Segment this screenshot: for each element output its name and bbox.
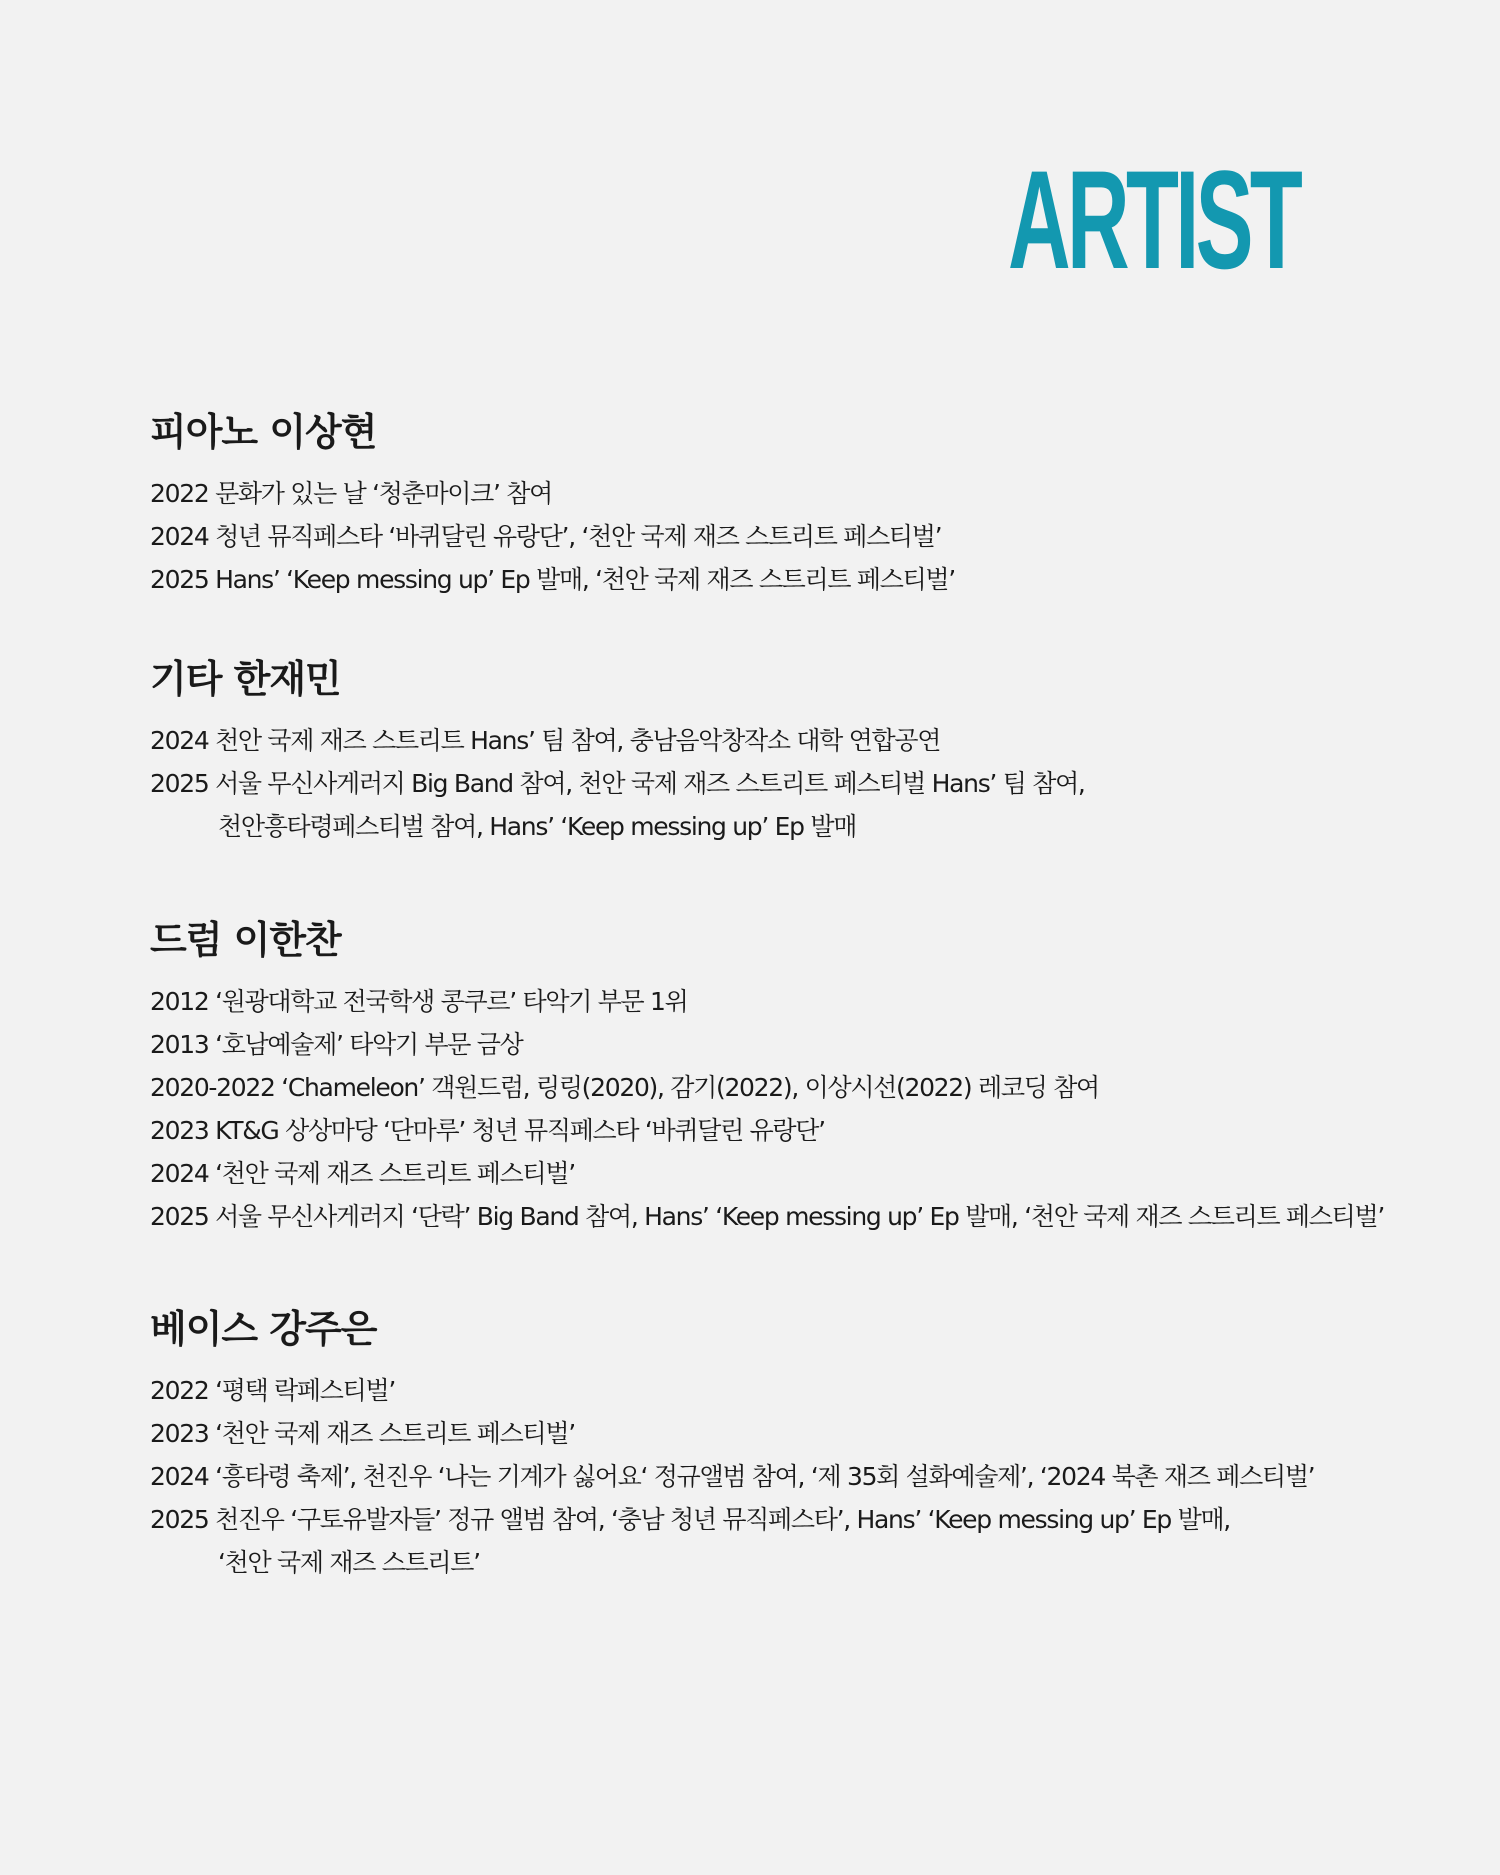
career-entry-text: 2023 KT&G 상상마당 ‘단마루’ 청년 뮤직페스타 ‘바퀴달린 유랑단’ — [150, 1116, 825, 1145]
career-entry — [150, 1455, 1450, 1498]
career-entry-text: 2022 문화가 있는 날 ‘청춘마이크’ 참여 — [150, 479, 553, 508]
career-entry-text: 2024 ‘천안 국제 재즈 스트리트 페스티벌’ — [150, 1159, 575, 1188]
career-entry-text: 2024 ‘흥타령 축제’, 천진우 ‘나는 기계가 싫어요‘ 정규앨범 참여, ‘제 35회 설화예술제’, ‘2024 북촌 재즈 페스티벌’ — [150, 1462, 1315, 1491]
career-entry — [150, 980, 1450, 1023]
career-entry — [150, 1109, 1450, 1152]
career-entry — [150, 1066, 1450, 1109]
career-entry — [150, 515, 1450, 558]
career-entry-text: 2023 ‘천안 국제 재즈 스트리트 페스티벌’ — [150, 1419, 575, 1448]
career-entry-continuation: ‘천안 국제 재즈 스트리트’ — [218, 1548, 480, 1577]
page-title: ARTIST — [1008, 141, 1300, 298]
artist-heading: 피아노 이상현 — [150, 410, 377, 454]
career-entry — [150, 1369, 1450, 1412]
artist-heading: 드럼 이한찬 — [150, 918, 341, 962]
artist-section-piano — [150, 409, 1450, 601]
career-entry — [150, 1152, 1450, 1195]
career-entry-text: 2024 청년 뮤직페스타 ‘바퀴달린 유랑단’, ‘천안 국제 재즈 스트리트 페스티벌’ — [150, 522, 942, 551]
career-entry — [150, 719, 1450, 762]
career-entry-text: 2025 서울 무신사게러지 ‘단락’ Big Band 참여, Hans’ ‘Keep messing up’ Ep 발매, ‘천안 국제 재즈 스트리트 페스티벌’ — [150, 1202, 1384, 1231]
career-entry-text: 2013 ‘호남예술제’ 타악기 부문 금상 — [150, 1030, 523, 1059]
artist-section-guitar — [150, 656, 1450, 848]
career-entry — [150, 1023, 1450, 1066]
career-entry-text: 2022 ‘평택 락페스티벌’ — [150, 1376, 395, 1405]
career-entry — [150, 762, 1450, 848]
career-entry — [150, 1412, 1450, 1455]
career-entry-text: 2025 서울 무신사게러지 Big Band 참여, 천안 국제 재즈 스트리트 페스티벌 Hans’ 팀 참여, — [150, 769, 1085, 798]
artist-section-bass — [150, 1306, 1450, 1584]
career-entry-text: 2024 천안 국제 재즈 스트리트 Hans’ 팀 참여, 충남음악창작소 대학 연합공연 — [150, 726, 941, 755]
career-entry — [150, 472, 1450, 515]
career-list — [150, 719, 1450, 848]
career-list — [150, 472, 1450, 601]
artist-heading: 기타 한재민 — [150, 657, 341, 701]
career-list — [150, 980, 1450, 1238]
career-entry-continuation: 천안흥타령페스티벌 참여, Hans’ ‘Keep messing up’ Ep 발매 — [218, 812, 857, 841]
career-entry-text: 2012 ‘원광대학교 전국학생 콩쿠르’ 타악기 부문 1위 — [150, 987, 688, 1016]
career-entry-text: 2025 Hans’ ‘Keep messing up’ Ep 발매, ‘천안 국제 재즈 스트리트 페스티벌’ — [150, 565, 955, 594]
career-entry — [150, 1195, 1450, 1238]
career-entry-text: 2020-2022 ‘Chameleon’ 객원드럼, 링링(2020), 감기(2022), 이상시선(2022) 레코딩 참여 — [150, 1073, 1099, 1102]
career-list — [150, 1369, 1450, 1584]
career-entry-text: 2025 천진우 ‘구토유발자들’ 정규 앨범 참여, ‘충남 청년 뮤직페스타’, Hans’ ‘Keep messing up’ Ep 발매, — [150, 1505, 1230, 1534]
artist-heading: 베이스 강주은 — [150, 1307, 377, 1351]
artist-section-drums — [150, 917, 1450, 1238]
career-entry — [150, 1498, 1450, 1584]
career-entry — [150, 558, 1450, 601]
